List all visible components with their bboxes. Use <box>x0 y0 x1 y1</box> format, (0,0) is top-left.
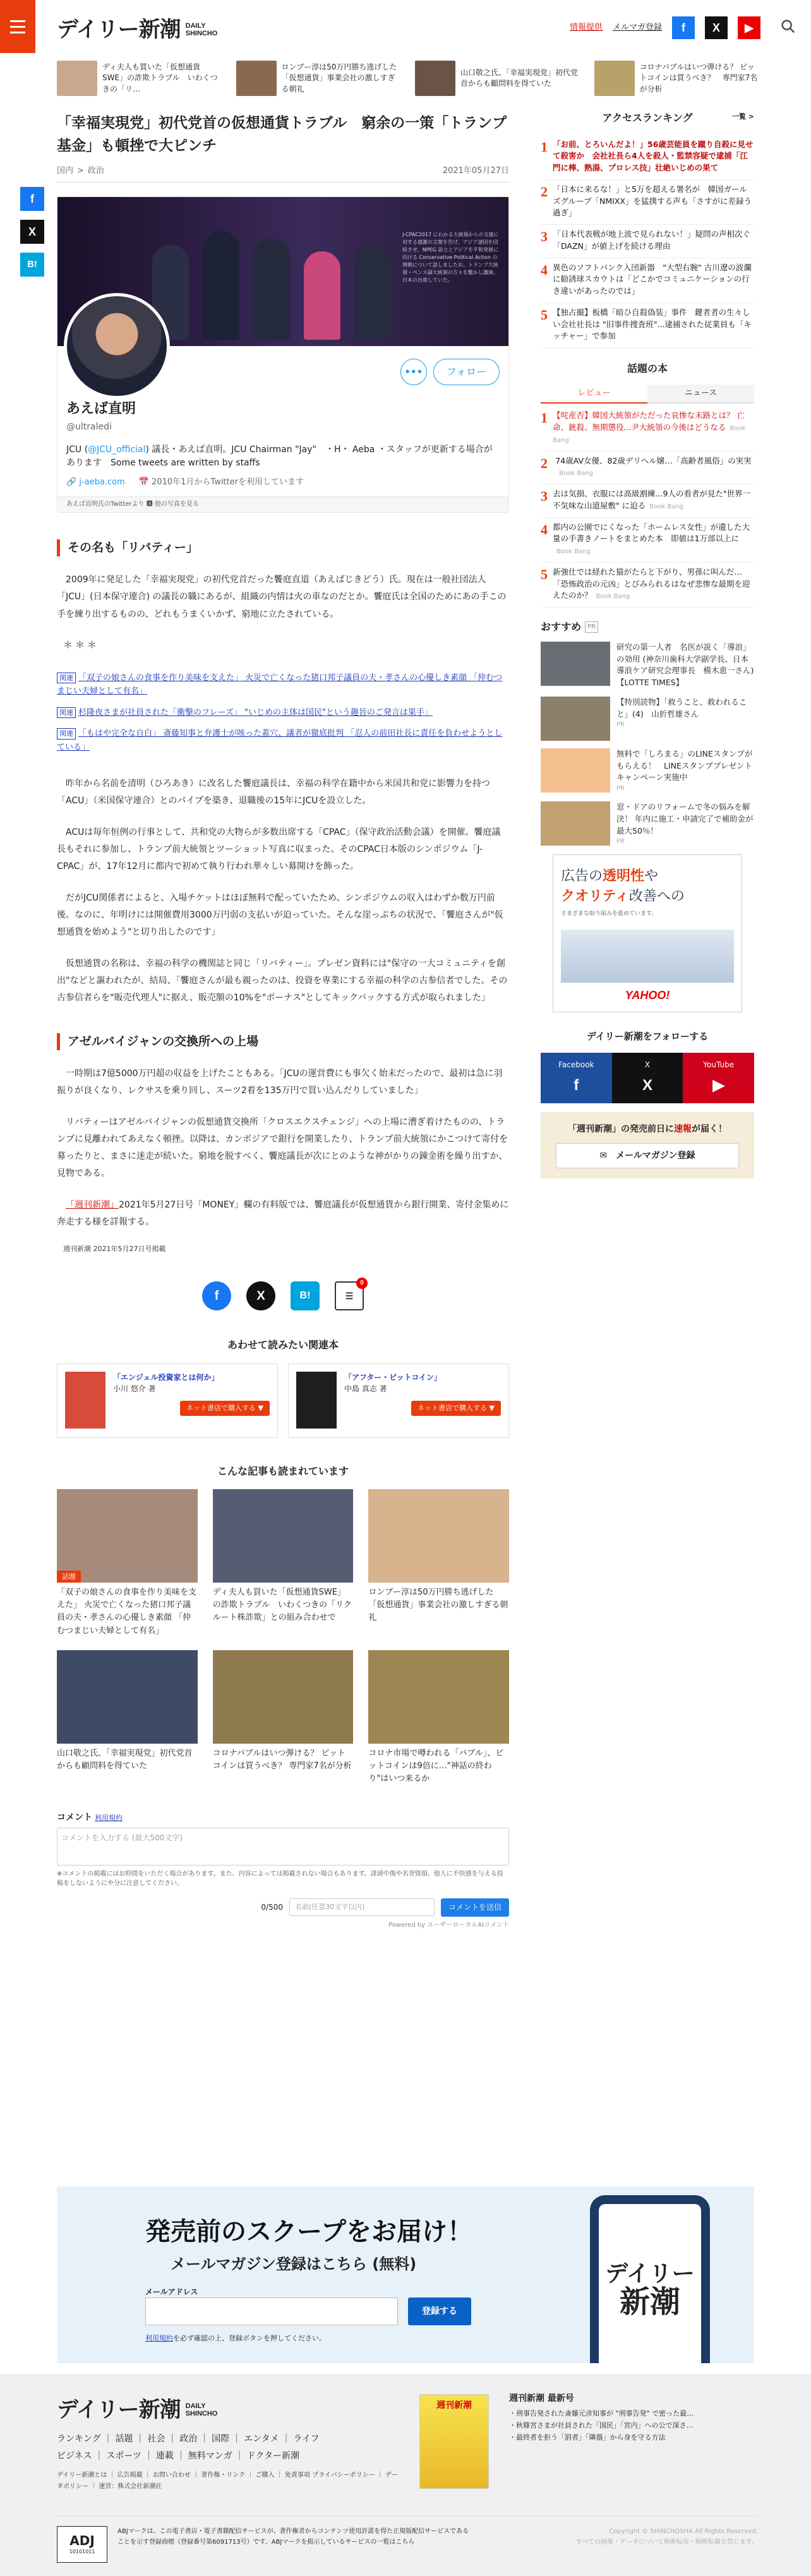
twitter-handle: @ultraledi <box>66 422 112 433</box>
recommend-image <box>541 801 610 846</box>
follow-label: YouTube <box>703 1060 735 1069</box>
card-image <box>368 1650 509 1744</box>
section-heading: その名も「リバティー」 <box>57 539 509 556</box>
tab-news[interactable]: ニュース <box>647 385 754 404</box>
also-read-card[interactable] <box>213 1650 354 1785</box>
strip-title: ディ夫人も買いた「仮想通貨SWE」の詐欺トラブル いわくつきの「リ… <box>102 62 218 93</box>
terms-link[interactable]: 利用規約 <box>95 1814 123 1823</box>
ranking-item[interactable] <box>541 484 754 518</box>
rank-title: 【独占撮】板橋「暗ひ自殺偽装」事件 鍵者者の生々しい会社社長は "旧事件捜査班"...逮捕された従業員も「キッチャー」で参加 <box>553 307 752 341</box>
rank-source: Book Bang <box>649 503 684 510</box>
recommend-title: 無料で「しろまる」のLINEスタンプがもらえる！ LINEスタンププレゼントキャンペーン実施中 <box>616 748 753 782</box>
ad-subtext: さまざまな取り組みを進めています。 <box>561 910 658 917</box>
rank-text <box>553 566 754 602</box>
terms-link[interactable]: 利用規約 <box>145 2334 173 2342</box>
comment-section <box>57 1811 509 1931</box>
book-author: 小川 悠介 著 <box>113 1384 156 1393</box>
mail-link[interactable]: メルマガ登録 <box>612 22 662 32</box>
powered-by: Powered by ユーザーローカルAIコメント <box>388 1921 509 1929</box>
ranking-item[interactable] <box>541 303 754 348</box>
ad-banner[interactable] <box>553 854 742 1012</box>
book-info <box>113 1372 270 1430</box>
footer-nav[interactable]: ランキング ｜ 話題 ｜ 社会 ｜ 政治 ｜ 国際 ｜ エンタメ ｜ ライフ ビジネス ｜ スポーツ ｜ 連載 ｜ 無料マンガ ｜ ドクター新潮 <box>57 2434 320 2461</box>
recommend-title: おすすめ <box>541 621 582 633</box>
facebook-icon: f <box>574 1076 579 1094</box>
logo-en-1: DAILY <box>185 22 206 30</box>
website: 🔗 j-aeba.com <box>66 477 125 487</box>
related-text: 「もはや完全な自白」 斎藤知事と弁護士が咳った蓋穴、議者が徹底批判 「忍人の前田社長に責任を負わせようとしている」 <box>57 729 503 752</box>
bio-link[interactable]: @JCU_official <box>88 444 146 455</box>
rank-number: 4 <box>541 521 548 537</box>
book-cover <box>296 1372 337 1429</box>
ranking-item[interactable] <box>541 225 754 258</box>
rank-text <box>553 184 754 219</box>
youtube-icon[interactable]: ▶ <box>738 16 760 39</box>
site-footer <box>0 2375 811 2576</box>
article-title: 「幸福実現党」初代党首の仮想通貨トラブル 窮余の一策「トランプ基金」も頓挫で大ピンチ <box>57 115 507 154</box>
breadcrumb <box>57 165 104 178</box>
mm-text: が届く！ <box>692 1124 727 1135</box>
rank-number: 5 <box>541 306 548 323</box>
rank-number: 2 <box>541 183 548 200</box>
mm-text: 「週刊新潮」の発売前日に <box>568 1124 674 1135</box>
recommend-list <box>541 642 754 848</box>
ranking-item[interactable] <box>541 135 754 180</box>
paragraph: だがJCU関係者によると、入場チケットはほぼ無料で配っていたため、シンポジウムの収入はわずか数万円前後。なのに、年明けには開催費用3000万円弱の支払いが迫っていた。そんな崖っぷちの状況で、「饗庭さんが"仮想通貨を始めよう"と切り出したのです」 <box>57 892 503 938</box>
follow-label: Facebook <box>558 1060 594 1069</box>
rank-text <box>555 455 754 479</box>
rank-number: 2 <box>541 455 548 471</box>
ad-text: 広告の <box>561 868 603 885</box>
also-read-card[interactable] <box>57 1489 198 1638</box>
ranking-item[interactable] <box>541 406 754 451</box>
related-books-title: あわせて読みたい関連本 <box>227 1338 339 1351</box>
joined-text: 2010年1月からTwitterを利用しています <box>152 477 304 487</box>
rank-number: 3 <box>541 229 548 245</box>
rank-title: 「お前、とろいんだよ！」56歳芸能員を蹴り自殺に見せて殺害か 会社社長ら4人を殺人・監禁容疑で逮捕「江門に棒、熱湯、プロレス技」壮絶いじめの果て <box>553 139 754 173</box>
copyright-line: Copyright © SHINCHOSHA All Rights Reserved. <box>609 2528 758 2535</box>
comment-note: ※コメントの掲載にはお時間をいただく場合があります。また、内容によっては掲載されない場合もあります。誹謗中傷や名誉毀損、他人に不快感を与える投稿をしないようにや分に注意してください。 <box>57 1870 503 1887</box>
mm-text-red: 速報 <box>674 1124 692 1135</box>
section-heading: アゼルバイジャンの交換所への上場 <box>57 1033 509 1050</box>
rank-text <box>553 229 755 253</box>
comment-icon[interactable]: ☰ 0 <box>335 1281 364 1310</box>
header-links <box>570 16 760 39</box>
recommend-heading <box>541 619 754 635</box>
paragraph: 仮想通貨の名称は、幸福の科学の機関誌と同じ「リバティー」。プレゼン資料には"保守の一大コミュニティを創出"などと謳われたが、結局、「饗庭さんが最も親ったのは、投資を専業にする幸福の科学の古参信者でした。その古参信者らを"販売代理人"に据え、販売額の10%を"ボーナス"としてキックバックする方式が取られました」 <box>57 958 508 1003</box>
card-image <box>57 1489 198 1583</box>
email-label: メールアドレス <box>145 2287 198 2296</box>
footer-sub-nav[interactable]: デイリー新潮とは ｜ 広告掲載 ｜ お問い合わせ ｜ 著作権・リンク ｜ ご購入 ｜ 免責事項 プライバシーポリシー ｜ データポリシー ｜ 運営：株式会社新潮社 <box>57 2472 398 2490</box>
recommend-sub: PR <box>616 785 625 793</box>
yahoo-logo: YAHOO! <box>625 988 670 1002</box>
latest-issue-item[interactable]: ・ 最終者を拒う「罰者」「隣器」から身を守る方法 <box>509 2432 762 2444</box>
promo-note <box>145 2333 326 2344</box>
paragraph: 2009年に発足した「幸福実現党」の初代党首だった饗庭直道（あえばじきどう）氏。現在は一般社団法人「JCU」(日本保守連合) の議長の職にあるが、組織の内情は火の車なのだとか。饗庭氏は全国のためにあの手この手を練り出するものの、どれもうまくいかず、窮地に立たされている。 <box>57 575 507 620</box>
comment-heading <box>57 1811 509 1824</box>
tab-review[interactable]: レビュー <box>541 385 647 404</box>
also-read-title: こんな記事も読まれています <box>217 1465 349 1477</box>
facebook-follow-button[interactable] <box>541 1053 612 1103</box>
book-card[interactable] <box>57 1363 278 1438</box>
logo-text: デイリー新潮 <box>57 17 181 42</box>
info-link[interactable]: 情報提供 <box>569 22 603 32</box>
ranking-title: アクセスランキング <box>602 112 693 124</box>
twitter-bio <box>66 443 500 470</box>
ad-text: や <box>644 868 659 885</box>
photo-caption[interactable]: あえば直明氏のTwitterより 🅰 他の写真を見る <box>57 496 508 512</box>
recommend-image <box>541 642 610 686</box>
facebook-icon[interactable]: f <box>672 16 695 39</box>
name-input[interactable]: 名前(任意30文字以内) <box>289 1898 435 1916</box>
related-tag: 関連 <box>57 728 76 739</box>
abj-number: 10101011 <box>69 2549 95 2555</box>
twitter-meta-row <box>66 476 500 489</box>
also-read-card[interactable] <box>368 1650 509 1785</box>
site-header <box>0 0 811 53</box>
ad-headline <box>561 866 734 907</box>
ranking-item[interactable] <box>541 563 754 608</box>
phone-illustration <box>590 2195 710 2363</box>
strip-thumb <box>57 61 97 96</box>
ranking-item[interactable] <box>541 452 754 485</box>
mail-magazine-button[interactable]: ✉ メールマガジン登録 <box>556 1143 739 1168</box>
comment-input[interactable]: コメントを入力する (最大500文字) <box>57 1828 509 1866</box>
ranking-more-link[interactable]: 一覧 > <box>731 112 754 121</box>
recommend-title: 【特別読物】「救うこと、救われること」(4) 山折哲雄さん <box>616 697 747 719</box>
rank-text <box>553 307 754 342</box>
logo-en-1: DAILY <box>185 2402 206 2411</box>
hatena-share-icon[interactable]: B! <box>20 253 44 277</box>
pr-badge: PR <box>585 621 598 633</box>
ranking-item[interactable] <box>541 258 754 303</box>
ranking-item[interactable] <box>541 518 754 563</box>
abj-description: ABJマークは、この電子書店・電子書籍配信サービスが、著作権者からコンテンツ使用許諾を得た正規版配信サービスであることを示す登録商標（登録番号第6091713号）です。ABJマークを掲示しているサービスの一覧はこちら <box>117 2528 469 2546</box>
rank-title: 新強仕では経れた猫がたらと下がり、男孫に叫んだ…「恐怖政治の元凶」とびみられるはなぜ悲惨な最期を迎えたのか？ <box>553 566 750 601</box>
topic-label: 話題 <box>57 1571 81 1583</box>
books-heading: 話題の本 <box>627 362 668 375</box>
related-link[interactable] <box>57 706 509 719</box>
email-input[interactable] <box>145 2297 398 2325</box>
follow-button[interactable]: フォロー <box>433 359 500 385</box>
register-button[interactable]: 登録する <box>408 2297 471 2325</box>
source-note: 週刊新潮 2021年5月27日号掲載 <box>63 1245 166 1254</box>
card-title: コロナ市場で噂われる「バブル」、ビットコインは9倍に…"神話の終わり"はいつ来るか <box>368 1748 504 1783</box>
banner-photo <box>152 213 392 340</box>
card-title: 山口敬之氏、「幸福実現党」初代党首からも顧問料を得ていた <box>57 1748 193 1771</box>
article-meta <box>57 165 509 183</box>
facebook-share-icon[interactable]: f <box>20 187 44 211</box>
comment-actions <box>57 1898 509 1917</box>
strip-title: 山口敬之氏、「幸福実現党」初代党首からも顧問料を得ていた <box>460 68 579 88</box>
strip-thumb <box>236 61 277 96</box>
recommend-text <box>616 697 754 741</box>
card-image <box>368 1489 509 1583</box>
mail-magazine-text <box>551 1122 744 1136</box>
avatar <box>64 293 170 399</box>
book-card[interactable] <box>288 1363 509 1438</box>
recommend-sub: PR <box>616 721 625 729</box>
buy-button[interactable]: ネット書店で購入する ▼ <box>180 1401 270 1417</box>
recommend-title: 窓・ドアのリフォームで冬の悩みを解決！ 年内に施工・申請完了で補助金が最大50％！ <box>616 802 754 836</box>
comment-count-badge: 0 <box>356 1278 368 1289</box>
buy-button[interactable]: ネット書店で購入する ▼ <box>411 1401 501 1417</box>
paragraph-text: 2021年5月27日号「MONEY」欄の有料版では、饗庭議長が仮想通貨から銀行開業、寄付金集めに奔走する様を詳報する。 <box>57 1199 509 1228</box>
more-button[interactable]: ••• <box>400 359 427 385</box>
copyright <box>575 2526 758 2563</box>
related-link[interactable] <box>57 727 509 754</box>
card-image <box>213 1650 354 1744</box>
paragraph: リバティーはアゼルバイジャンの仮想通貨交換所「クロスエクスチェンジ」への上場に漕ぎ着けたものの、トランプに見離われてあえなく頓挫。以降は、カンボジアで銀行を開業したり、トランプ前大統領にかこつけて寄付を募ったりと、まさに迷走が続いた。窮地を脱すべく、饗庭議長が次にとのような神がかりの錬金術を繰り出すか、見物である。 <box>57 1117 508 1179</box>
books-list <box>541 406 754 608</box>
twitter-name: あえば直明 <box>66 401 136 417</box>
strip-title: コロナバブルはいつ弾ける？ ビットコインは買うべき？ 専門家7名が分析 <box>639 62 758 93</box>
rank-number: 4 <box>541 261 548 278</box>
search-icon[interactable] <box>779 18 797 35</box>
ad-text-em: クオリティ <box>561 888 629 905</box>
bio-text-2: ) 議長・あえば直明。JCU Chairman "Jay" ・H・ Aeba ・スタッフが更新する場合があります Some tweets are written by staffs <box>66 444 493 468</box>
card-title: ロンブー淳は50万円勝ち逃げした「仮想通貨」事業会社の激しすぎる朝礼 <box>368 1588 508 1623</box>
paragraph: ACUは毎年恒例の行事として、共和党の大物らが多数出席する「CPAC」（保守政治活動会議）を開催。饗庭議長もそれに参加し、トランプ前大統領とツーショット写真に収まった。そのCPAC日本版のシンポジウム「J-CPAC」が、17年12月に都内で初めて執り行われ華々しい幕開けを飾った。 <box>57 827 501 872</box>
recommend-text <box>616 748 754 794</box>
strip-thumb <box>415 61 455 96</box>
joined: 📅 2010年1月からTwitterを利用しています <box>138 477 304 487</box>
card-title: 「双子の娘さんの食事を作り美味を支えた」 火災で亡くなった猪口邦子議員の夫・孝さんの心優しき素顔 「仲むつまじい夫婦として有名」 <box>57 1588 197 1636</box>
rank-text <box>553 522 754 557</box>
ad-image <box>561 930 734 983</box>
book-info <box>344 1372 501 1430</box>
related-tag: 関連 <box>57 673 76 683</box>
abj-text: ADJ <box>69 2533 95 2548</box>
banner-caption: J-CPAC2017 にわかる大統領からの支援に対する感謝の言葉を告げ、アジア諸国を団結させ、NPEG 設立とアジアを平和発展に向ける Conservative Political Action の情熱について話しましたお。トランプ大統領・ペンス副大統領の方々を驚かし講演。日本の出席していた。 <box>402 232 499 284</box>
also-read-card[interactable] <box>213 1489 354 1638</box>
x-share-icon[interactable]: X <box>20 220 44 244</box>
rank-number: 1 <box>541 138 548 155</box>
paragraph: 一時期は7億5000万円超の収益を上げたこともある。「JCUの運営費にも事欠く始末だったので、最初は急に羽振りが良くなり、レクサスを乗り回し、スーツ2着を135万円で買い込んだりしていました」 <box>57 1068 503 1096</box>
youtube-icon: ▶ <box>712 1076 724 1094</box>
latest-issue <box>509 2392 762 2443</box>
phone-screen <box>599 2204 701 2363</box>
ranking-item[interactable] <box>541 180 754 225</box>
sidebar <box>541 109 754 1178</box>
card-title: コロナバブルはいつ弾ける？ ビットコインは買うべき？ 専門家7名が分析 <box>212 1748 352 1771</box>
facebook-share-icon[interactable]: f <box>202 1281 231 1310</box>
follow-buttons <box>541 1053 754 1103</box>
rank-number: 5 <box>541 566 548 582</box>
ad-text-em: 透明性 <box>603 868 645 885</box>
book-author: 中島 真志 著 <box>344 1384 387 1393</box>
recommend-sub: PR <box>616 838 625 846</box>
footer-bottom <box>57 2515 758 2563</box>
rank-text <box>553 410 754 445</box>
also-read-card[interactable] <box>368 1489 509 1638</box>
phone-text: 新潮 <box>619 2284 680 2320</box>
separator: ＊＊＊ <box>63 638 100 650</box>
recommend-item[interactable] <box>541 642 754 689</box>
book-title: 「アフター・ビットコイン」 <box>344 1372 442 1382</box>
rank-title: 都内の公園でにくなった「ホームレス女性」が遺した大量の手書きノートをまとめた本 即値は1万部以上に <box>553 522 750 544</box>
also-read-grid <box>57 1489 509 1785</box>
related-tag: 関連 <box>57 707 76 718</box>
follow-heading: デイリー新潮をフォローする <box>586 1031 709 1043</box>
rank-title: 去は気損、衣服には高級割練...9人の看者が見た"世界一不気味な山道屋敷" に迫る <box>553 489 751 510</box>
top-article-strip <box>57 53 758 104</box>
breadcrumb-domestic[interactable]: 国内 <box>57 166 74 176</box>
promo-subtitle: メールマガジン登録はこちら (無料) <box>171 2255 417 2273</box>
logo-en-2: SHINCHO <box>185 2410 218 2418</box>
copyright-line: すべての画像・データについて無断転用・無断転載を禁じます。 <box>575 2539 758 2546</box>
book-title: 「エンジェル投資家とは何か」 <box>113 1372 219 1382</box>
latest-issue-item[interactable]: ・ 秋篠宮さまが社員された「国民」「宮内」への公で深さ… <box>509 2420 762 2432</box>
related-link[interactable] <box>57 671 509 698</box>
shukan-shincho-link[interactable]: 「週刊新潮」 <box>66 1199 119 1210</box>
website-link[interactable]: j-aeba.com <box>79 477 125 487</box>
rank-title: 74歳AV女優、82歳デリヘル嬢…「高齢者風俗」の実実 <box>555 455 752 465</box>
rank-source: Book Bang <box>556 548 591 556</box>
follow-label: X <box>644 1060 651 1069</box>
card-image <box>57 1650 198 1744</box>
rank-title: 異色のソフトバンク入団新器 "大型右腕" 古川遼の波瀾に勧誘球スカウトは「どこかでコミュニケーションの行き違いがあったのでは」 <box>553 262 752 296</box>
rank-title: 「日本に来るな！」と5万を超える署名が 韓国ガールズグループ「NMIXX」を猛撲する声も「さすがに差録う過ぎ」 <box>553 184 752 218</box>
recommend-text <box>616 801 754 847</box>
logo-en <box>186 22 218 37</box>
strip-item[interactable] <box>236 53 400 104</box>
rank-text <box>553 488 754 512</box>
x-follow-button[interactable] <box>612 1053 683 1103</box>
strip-item[interactable] <box>57 53 221 104</box>
article-main <box>57 109 509 1931</box>
menu-icon[interactable] <box>0 0 35 53</box>
paragraph <box>57 1197 509 1231</box>
recommend-text <box>616 642 754 689</box>
twitter-actions <box>400 359 500 385</box>
bio-text-1: JCU ( <box>66 444 88 455</box>
x-icon[interactable]: X <box>705 16 728 39</box>
also-read-card[interactable] <box>57 1650 198 1785</box>
rank-source: Book Bang <box>559 470 594 477</box>
site-logo[interactable] <box>57 13 217 47</box>
recommend-item[interactable] <box>541 697 754 741</box>
recommend-image <box>541 697 610 741</box>
rank-title: 【咤産否】韓国大統領がただった哀惨な末路とは？ 亡命、銃殺、無期懲役...尹大統領の今後はどうなる <box>553 410 745 433</box>
phone-text: デイリー <box>605 2260 695 2287</box>
related-text: 杉隆夜さまが社員された「衝撃のフレーズ」 "いじめの主体は国民"という趣旨のご発言は果手」 <box>78 707 433 717</box>
ranking-heading <box>541 109 754 135</box>
rank-number: 3 <box>541 488 548 505</box>
related-books <box>57 1363 509 1438</box>
paragraph: 昨年から名前を清明（ひろあき）に改名した饗庭議長は、幸福の科学在籍中から米国共和党に影響力を持つ「ACU」（米国保守連合）とのパイプを築き、退職後の15年にJCUを設立した。 <box>57 779 490 806</box>
card-title: ディ夫人も買いた「仮想通貨SWE」の詐欺トラブル いわくつきの「リクルート株詐欺」との組み合わせで <box>212 1588 352 1623</box>
latest-issue-item[interactable]: ・ 刑事告発された斎藤元彦知事が "刑事告発" で密った最… <box>509 2408 762 2420</box>
abj-mark <box>57 2526 107 2563</box>
rank-source: Book Bang <box>596 593 630 601</box>
recommend-item[interactable] <box>541 801 754 847</box>
strip-thumb <box>594 61 635 96</box>
ad-text: 改善への <box>628 889 685 905</box>
x-share-icon[interactable]: X <box>246 1281 275 1310</box>
share-buttons <box>57 1281 509 1310</box>
strip-title: ロンブー淳は50万円勝ち逃げした「仮想通貨」事業会社の激しすぎる朝礼 <box>281 62 397 93</box>
newsletter-promo <box>57 2186 754 2363</box>
magazine-cover[interactable]: 週刊新潮 <box>419 2394 489 2489</box>
strip-item[interactable] <box>415 53 579 104</box>
ranking-list <box>541 135 754 349</box>
latest-issue-title: 週刊新潮 最新号 <box>509 2393 574 2404</box>
recommend-title: 研究の第一人者 名医が説く「導浪」の効用 (神奈川歯科大学副学長、日本導浪ケア研究会理事長 模木恵一さん)【LOTTE TIMES】 <box>616 642 754 688</box>
breadcrumb-sep: > <box>77 166 84 176</box>
logo-en <box>186 2402 218 2417</box>
breadcrumb-politics[interactable]: 政治 <box>87 166 104 176</box>
strip-item[interactable] <box>594 53 759 104</box>
floating-share <box>20 187 44 277</box>
x-icon: X <box>642 1076 653 1094</box>
recommend-image <box>541 748 610 793</box>
recommend-item[interactable] <box>541 748 754 794</box>
hatena-share-icon[interactable]: B! <box>291 1281 320 1310</box>
article-date: 2021年05月27日 <box>442 166 509 176</box>
books-tabs <box>541 385 754 404</box>
rank-text <box>553 139 754 174</box>
youtube-follow-button[interactable] <box>683 1053 754 1103</box>
rank-source: Book Bang <box>553 425 746 444</box>
comment-title: コメント <box>57 1812 92 1823</box>
promo-title: 発売前のスクープをお届け！ <box>145 2217 472 2246</box>
send-comment-button[interactable]: コメントを送信 <box>441 1898 509 1917</box>
footer-logo[interactable] <box>57 2393 217 2427</box>
logo-en-2: SHINCHO <box>185 30 218 38</box>
rank-text <box>553 262 754 297</box>
char-counter: 0/500 <box>261 1902 283 1912</box>
related-text: 「双子の娘さんの食事を作り美味を支えた」 火災で亡くなった猪口邦子議員の夫・孝さんの心優しき素顔 「仲むつまじい夫婦として有名」 <box>57 673 503 697</box>
book-cover <box>65 1372 105 1429</box>
twitter-embed <box>57 196 509 513</box>
promo-note-text: を必ず確認の上、登録ボタンを押してください。 <box>173 2334 326 2342</box>
rank-number: 1 <box>541 410 548 426</box>
latest-issue-list <box>509 2408 762 2443</box>
card-image <box>213 1489 354 1583</box>
mail-magazine-box <box>541 1112 754 1178</box>
logo-text: デイリー新潮 <box>57 2397 181 2423</box>
rank-title: 「日本代表戦が地上波で見られない！」疑問の声相次ぐ「DAZN」が値上げを続ける理由 <box>553 229 751 251</box>
